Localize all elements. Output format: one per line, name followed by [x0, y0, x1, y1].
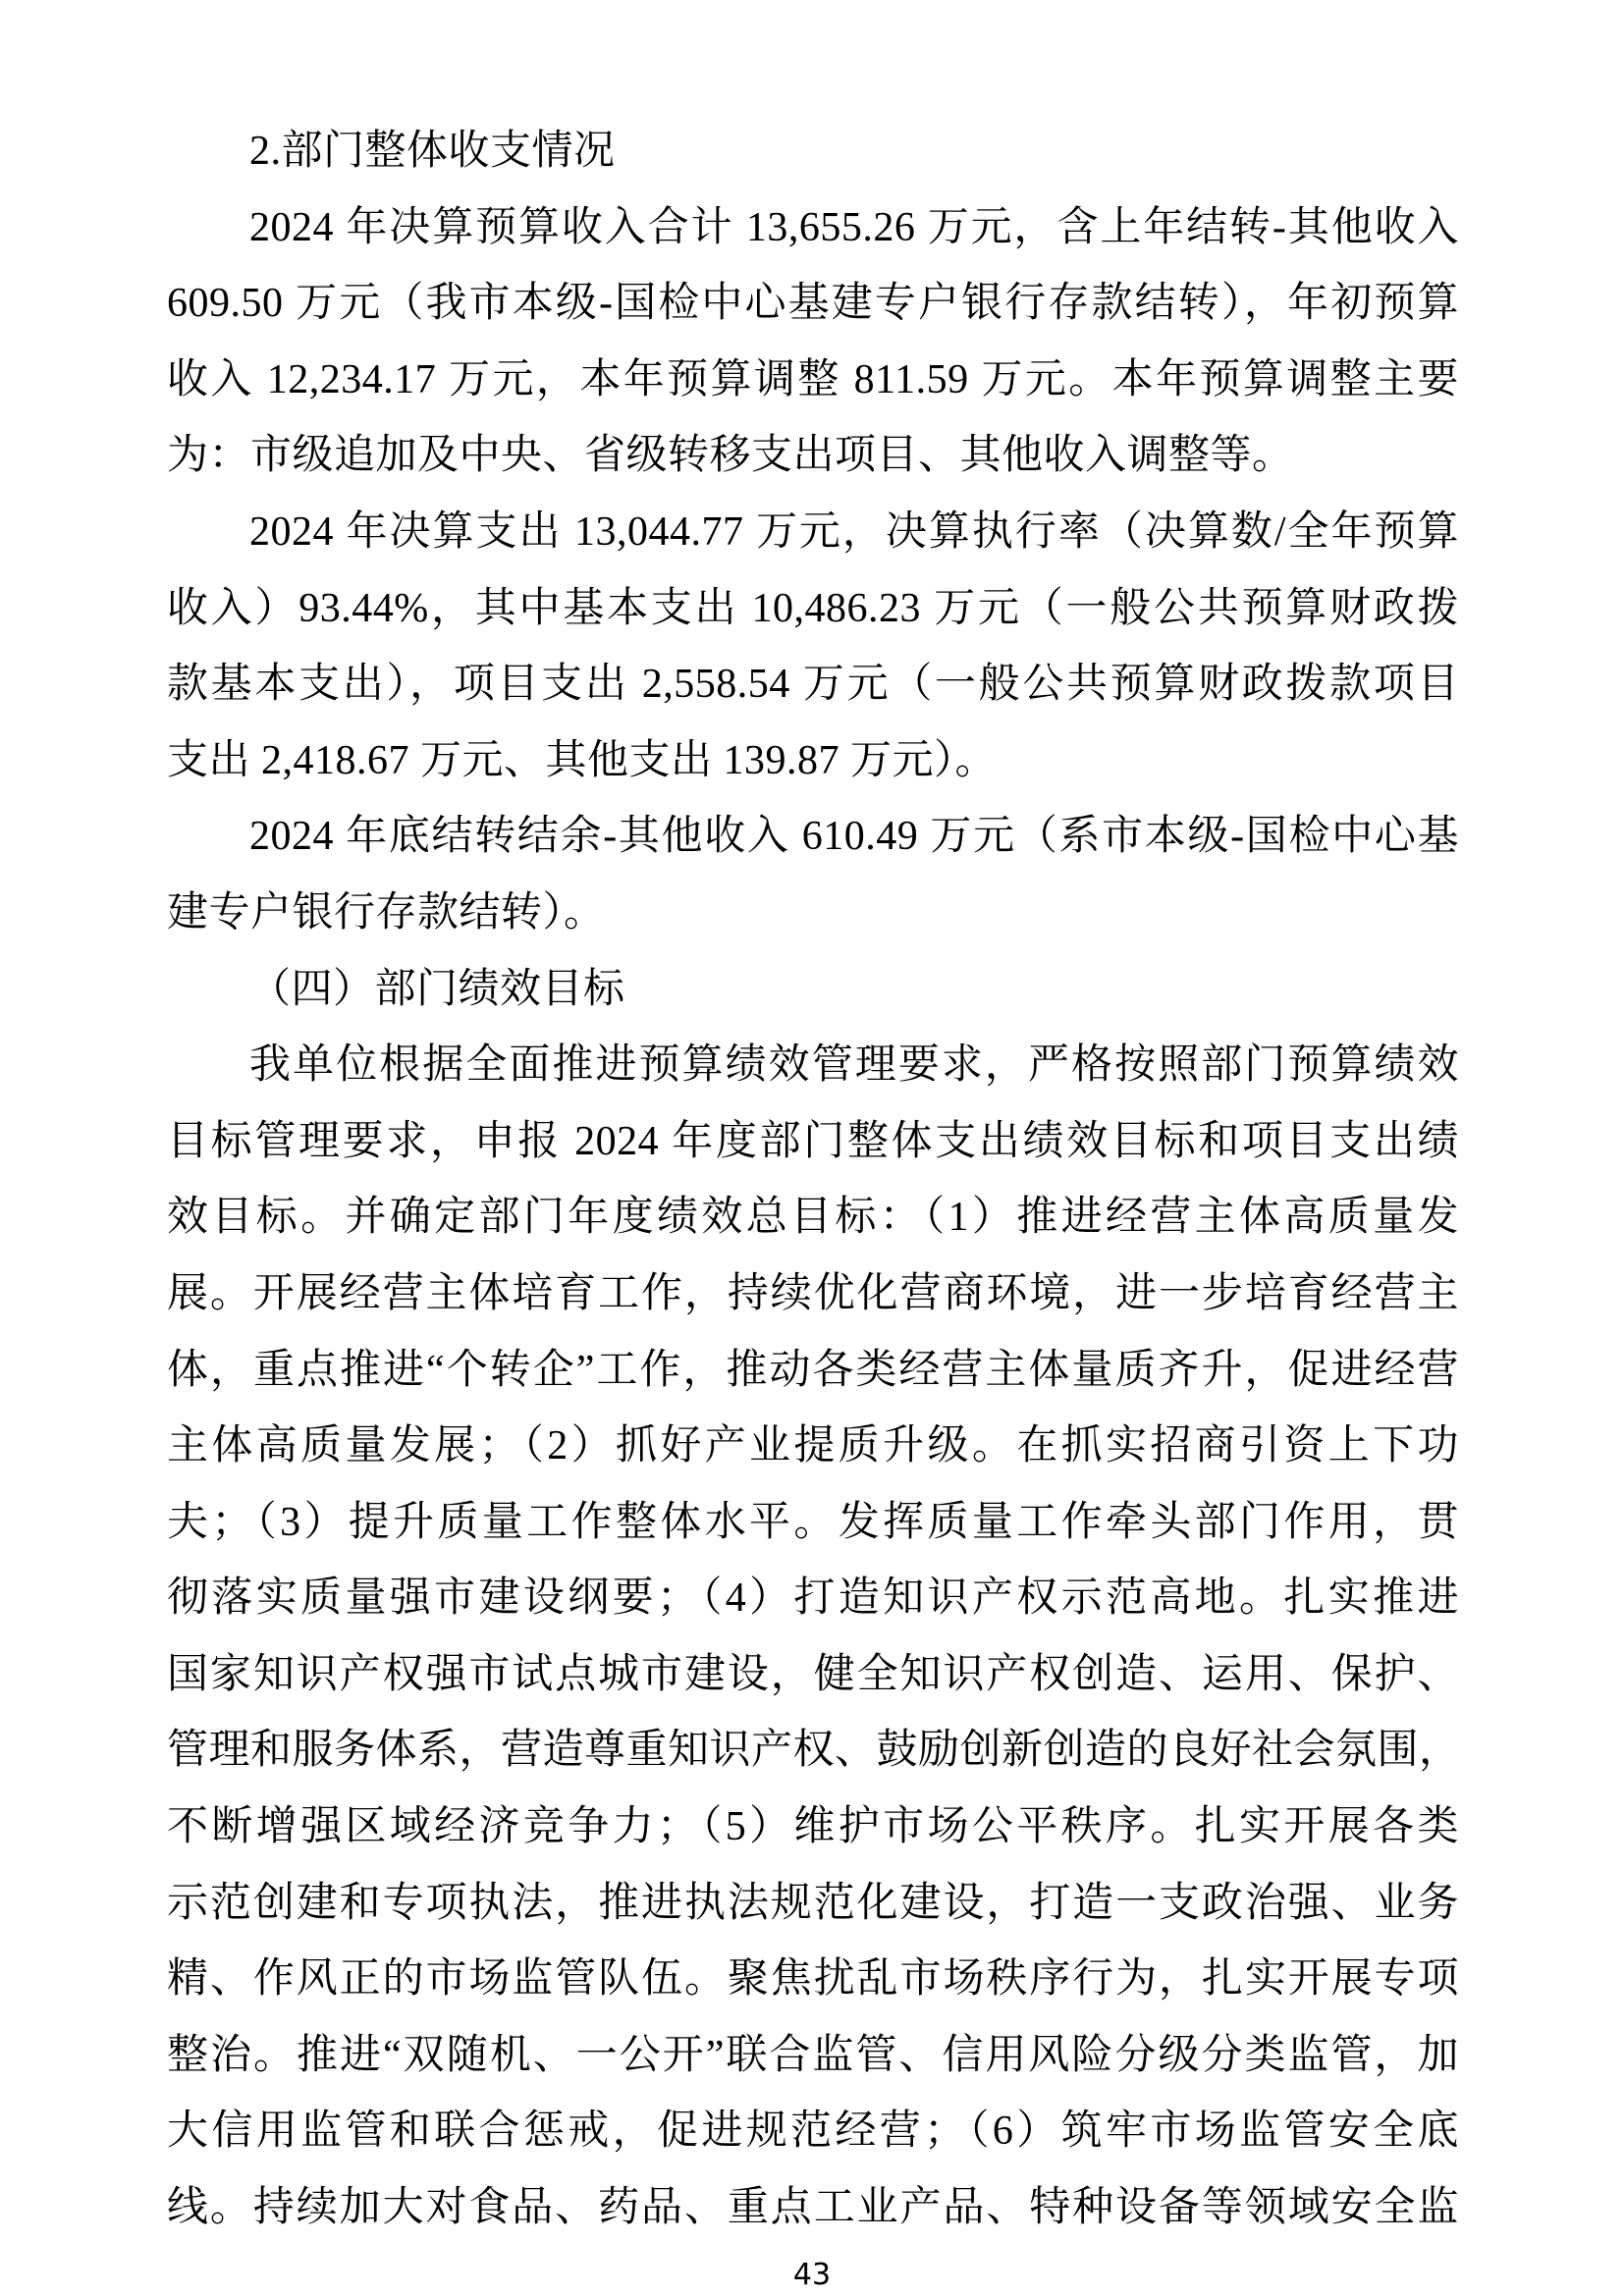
text-line: 609.50 万元（我市本级-国检中心基建专户银行存款结转），年初预算: [167, 281, 1459, 327]
text-line: 效目标。并确定部门年度绩效总目标：（1）推进经营主体高质量发: [167, 1195, 1459, 1241]
text-line: 示范创建和专项执法，推进执法规范化建设，打造一支政治强、业务: [167, 1880, 1459, 1926]
text-line-heading: （四）部门绩效目标: [249, 966, 625, 1012]
text-line: 2024 年底结转结余-其他收入 610.49 万元（系市本级-国检中心基: [249, 814, 1459, 860]
text-line: 为：市级追加及中央、省级转移支出项目、其他收入调整等。: [167, 433, 1294, 479]
text-line: 大信用监管和联合惩戒，促进规范经营；（6）筑牢市场监管安全底: [167, 2109, 1459, 2155]
text-line: 国家知识产权强市试点城市建设，健全知识产权创造、运用、保护、: [167, 1651, 1459, 1697]
text-line: 2024 年决算支出 13,044.77 万元，决算执行率（决算数/全年预算: [249, 508, 1459, 555]
text-line: 2024 年决算预算收入合计 13,655.26 万元，含上年结转-其他收入: [249, 204, 1459, 250]
text-line: 我单位根据全面推进预算绩效管理要求，严格按照部门预算绩效: [249, 1042, 1459, 1089]
text-line: 整治。推进“双随机、一公开”联合监管、信用风险分级分类监管，加: [167, 2032, 1459, 2078]
text-line: 目标管理要求，申报 2024 年度部门整体支出绩效目标和项目支出绩: [167, 1118, 1459, 1164]
text-line: 不断增强区域经济竞争力；（5）维护市场公平秩序。扎实开展各类: [167, 1804, 1459, 1850]
text-line: 主体高质量发展；（2）抓好产业提质升级。在抓实招商引资上下功: [167, 1423, 1459, 1469]
text-line: 建专户银行存款结转）。: [167, 889, 606, 935]
document-body: [167, 114, 1459, 2247]
text-line: 体，重点推进“个转企”工作，推动各类经营主体量质齐升，促进经营: [167, 1347, 1459, 1393]
text-line-heading: 2.部门整体收支情况: [249, 129, 616, 174]
text-line: 收入 12,234.17 万元，本年预算调整 811.59 万元。本年预算调整主要: [167, 356, 1459, 402]
text-line: 款基本支出），项目支出 2,558.54 万元（一般公共预算财政拨款项目: [167, 662, 1459, 708]
text-line: 收入）93.44%，其中基本支出 10,486.23 万元（一般公共预算财政拨: [167, 585, 1459, 631]
text-line: 展。开展经营主体培育工作，持续优化营商环境，进一步培育经营主: [167, 1270, 1459, 1316]
text-line: 支出 2,418.67 万元、其他支出 139.87 万元）。: [167, 737, 998, 783]
text-line: 夫；（3）提升质量工作整体水平。发挥质量工作牵头部门作用，贯: [167, 1499, 1459, 1545]
text-line: 管理和服务体系，营造尊重知识产权、鼓励创新创造的良好社会氛围，: [167, 1728, 1461, 1774]
page-number: 43: [792, 2258, 832, 2292]
text-line: 精、作风正的市场监管队伍。聚焦扰乱市场秩序行为，扎实开展专项: [167, 1956, 1459, 2002]
text-line: 彻落实质量强市建设纲要；（4）打造知识产权示范高地。扎实推进: [167, 1575, 1459, 1622]
text-line: 线。持续加大对食品、药品、重点工业产品、特种设备等领域安全监: [167, 2185, 1459, 2231]
